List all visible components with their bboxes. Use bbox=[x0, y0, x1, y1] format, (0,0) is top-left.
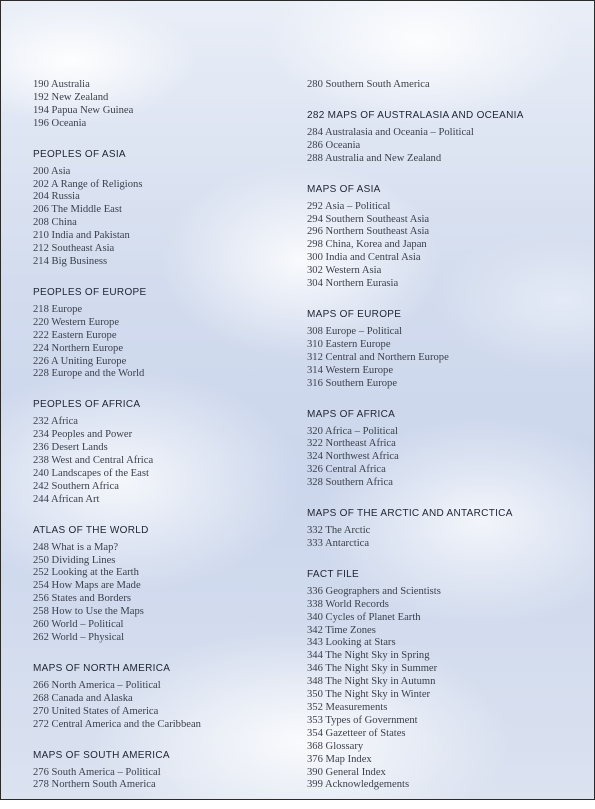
contents-entry: 296 Northern Southeast Asia bbox=[307, 226, 430, 238]
contents-entry: 332 The Arctic bbox=[307, 525, 371, 537]
contents-entry: 343 Looking at Stars bbox=[307, 637, 396, 649]
contents-entry: 320 Africa – Political bbox=[307, 425, 398, 437]
contents-entry: 354 Gazetteer of States bbox=[307, 727, 406, 739]
contents-entry: 352 Measurements bbox=[307, 702, 388, 713]
contents-entry: 244 African Art bbox=[33, 493, 100, 505]
contents-entry: 314 Western Europe bbox=[307, 364, 394, 376]
contents-entry: 292 Asia – Political bbox=[307, 200, 391, 212]
section-heading: MAPS OF THE ARCTIC AND ANTARCTICA bbox=[307, 508, 513, 520]
contents-section-maps-of-south-america bbox=[33, 749, 293, 793]
contents-entry: 300 India and Central Asia bbox=[307, 252, 421, 264]
section-heading: MAPS OF AFRICA bbox=[307, 408, 396, 420]
contents-entry: 353 Types of Government bbox=[307, 714, 418, 726]
contents-section-continued bbox=[307, 79, 587, 92]
contents-entry: 338 World Records bbox=[307, 598, 389, 610]
contents-entry: 190 Australia bbox=[33, 79, 90, 90]
section-heading: 282 MAPS OF AUSTRALASIA AND OCEANIA bbox=[307, 109, 524, 121]
contents-entry: 234 Peoples and Power bbox=[33, 429, 133, 441]
section-heading: PEOPLES OF AFRICA bbox=[33, 399, 141, 411]
contents-entry: 238 West and Central Africa bbox=[33, 455, 154, 467]
contents-entry: 316 Southern Europe bbox=[307, 377, 398, 389]
contents-section-peoples-of-asia bbox=[33, 148, 293, 269]
contents-entry: 260 World – Political bbox=[33, 619, 124, 631]
contents-left-column bbox=[33, 79, 293, 809]
section-heading: PEOPLES OF ASIA bbox=[33, 148, 126, 160]
contents-entry: 208 China bbox=[33, 217, 77, 229]
section-heading: MAPS OF SOUTH AMERICA bbox=[33, 749, 170, 761]
contents-entry: 224 Northern Europe bbox=[33, 342, 124, 354]
contents-section-282-maps-of-australasia-and-oceania bbox=[307, 109, 587, 166]
contents-entry: 312 Central and Northern Europe bbox=[307, 351, 449, 363]
contents-entry: 212 Southeast Asia bbox=[33, 243, 115, 255]
section-heading: FACT FILE bbox=[307, 568, 359, 580]
contents-entry: 202 A Range of Religions bbox=[33, 178, 143, 190]
contents-entry: 324 Northwest Africa bbox=[307, 451, 399, 463]
contents-entry: 302 Western Asia bbox=[307, 265, 382, 277]
contents-entry: 286 Oceania bbox=[307, 139, 361, 151]
contents-entry: 252 Looking at the Earth bbox=[33, 567, 139, 579]
contents-section-maps-of-the-arctic-and-antarctica bbox=[307, 507, 587, 551]
contents-section-maps-of-north-america bbox=[33, 662, 293, 732]
contents-entry: 280 Southern South America bbox=[307, 79, 430, 90]
contents-entry: 232 Africa bbox=[33, 416, 79, 428]
contents-entry: 266 North America – Political bbox=[33, 679, 161, 691]
contents-entry: 390 General Index bbox=[307, 766, 386, 778]
contents-entry: 250 Dividing Lines bbox=[33, 554, 116, 566]
section-heading: MAPS OF EUROPE bbox=[307, 308, 402, 320]
contents-entry: 276 South America – Political bbox=[33, 766, 161, 778]
contents-entry: 348 The Night Sky in Autumn bbox=[307, 676, 436, 688]
contents-entry: 310 Eastern Europe bbox=[307, 338, 391, 350]
contents-entry: 226 A Uniting Europe bbox=[33, 355, 127, 367]
contents-section-fact-file bbox=[307, 568, 587, 793]
contents-entry: 336 Geographers and Scientists bbox=[307, 585, 441, 597]
contents-entry: 342 Time Zones bbox=[307, 624, 376, 636]
contents-entry: 368 Glossary bbox=[307, 740, 364, 752]
contents-entry: 236 Desert Lands bbox=[33, 442, 108, 454]
contents-entry: 210 India and Pakistan bbox=[33, 230, 130, 242]
contents-section-maps-of-africa bbox=[307, 408, 587, 491]
contents-entry: 272 Central America and the Caribbean bbox=[33, 718, 201, 730]
contents-entry: 326 Central Africa bbox=[307, 464, 386, 476]
section-heading: MAPS OF NORTH AMERICA bbox=[33, 662, 171, 674]
contents-entry: 220 Western Europe bbox=[33, 316, 120, 328]
section-heading: MAPS OF ASIA bbox=[307, 183, 381, 195]
contents-section-maps-of-europe bbox=[307, 308, 587, 391]
contents-entry: 240 Landscapes of the East bbox=[33, 467, 149, 479]
contents-entry: 218 Europe bbox=[33, 303, 83, 315]
contents-entry: 346 The Night Sky in Summer bbox=[307, 663, 438, 675]
contents-right-column bbox=[307, 79, 587, 809]
contents-entry: 256 States and Borders bbox=[33, 593, 131, 605]
contents-entry: 262 World – Physical bbox=[33, 632, 125, 643]
contents-entry: 344 The Night Sky in Spring bbox=[307, 650, 430, 662]
contents-entry: 294 Southern Southeast Asia bbox=[307, 213, 430, 225]
contents-entry: 308 Europe – Political bbox=[307, 325, 403, 337]
contents-section-continued bbox=[33, 79, 293, 131]
contents-entry: 333 Antarctica bbox=[307, 537, 370, 549]
contents-section-maps-of-asia bbox=[307, 183, 587, 291]
contents-entry: 304 Northern Eurasia bbox=[307, 278, 399, 290]
contents-entry: 340 Cycles of Planet Earth bbox=[307, 611, 421, 623]
contents-entry: 196 Oceania bbox=[33, 117, 87, 129]
contents-entry: 204 Russia bbox=[33, 191, 80, 203]
contents-entry: 399 Acknowledgements bbox=[307, 779, 410, 791]
contents-entry: 328 Southern Africa bbox=[307, 477, 393, 489]
section-heading: PEOPLES OF EUROPE bbox=[33, 286, 147, 298]
contents-entry: 278 Northern South America bbox=[33, 779, 156, 791]
contents-section-atlas-of-the-world bbox=[33, 524, 293, 645]
contents-entry: 200 Asia bbox=[33, 165, 71, 177]
contents-entry: 350 The Night Sky in Winter bbox=[307, 689, 431, 701]
contents-entry: 254 How Maps are Made bbox=[33, 580, 141, 592]
contents-entry: 376 Map Index bbox=[307, 753, 372, 765]
contents-section-peoples-of-africa bbox=[33, 398, 293, 506]
contents-entry: 192 New Zealand bbox=[33, 91, 109, 103]
contents-entry: 214 Big Business bbox=[33, 255, 108, 267]
section-heading: ATLAS OF THE WORLD bbox=[33, 524, 149, 536]
contents-entry: 206 The Middle East bbox=[33, 204, 122, 216]
contents-section-peoples-of-europe bbox=[33, 286, 293, 381]
contents-entry: 270 United States of America bbox=[33, 705, 159, 717]
contents-entry: 268 Canada and Alaska bbox=[33, 692, 133, 704]
contents-entry: 222 Eastern Europe bbox=[33, 329, 117, 341]
contents-entry: 284 Australasia and Oceania – Political bbox=[307, 126, 474, 138]
contents-entry: 194 Papua New Guinea bbox=[33, 104, 134, 116]
contents-entry: 248 What is a Map? bbox=[33, 541, 119, 553]
contents-entry: 288 Australia and New Zealand bbox=[307, 152, 442, 164]
contents-entry: 258 How to Use the Maps bbox=[33, 606, 144, 618]
contents-entry: 228 Europe and the World bbox=[33, 368, 145, 380]
contents-entry: 322 Northeast Africa bbox=[307, 438, 396, 450]
contents-entry: 242 Southern Africa bbox=[33, 480, 119, 492]
contents-entry: 298 China, Korea and Japan bbox=[307, 239, 427, 251]
